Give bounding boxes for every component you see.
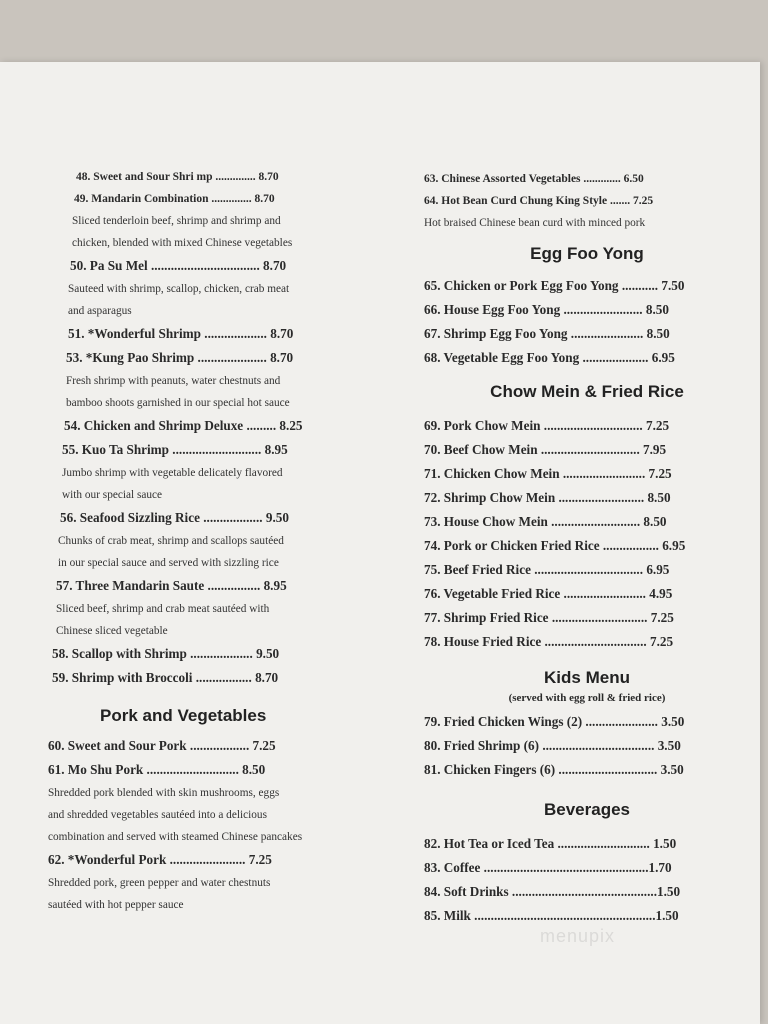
item-description: Hot braised Chinese bean curd with minced pork [424, 217, 646, 229]
menu-item-82: 82. Hot Tea or Iced Tea ............................ 1.50 [424, 836, 677, 851]
menu-item-85: 85. Milk .......................................................1.50 [424, 908, 679, 923]
left-column [48, 166, 348, 916]
item-description: sautéed with hot pepper sauce [48, 899, 184, 911]
menu-item-71: 71. Chicken Chow Mein ......................... 7.25 [424, 466, 672, 481]
menu-item-77: 77. Shrimp Fried Rice ............................. 7.25 [424, 610, 674, 625]
item-description: in our special sauce and served with sizzling rice [58, 557, 279, 569]
menu-item-75: 75. Beef Fried Rice ................................. 6.95 [424, 562, 670, 577]
menu-item-66: 66. House Egg Foo Yong ........................ 8.50 [424, 302, 669, 317]
item-description: Sauteed with shrimp, scallop, chicken, crab meat [68, 283, 290, 295]
menu-item-49: 49. Mandarin Combination .............. 8.70 [74, 193, 275, 205]
menu-item-73: 73. House Chow Mein ........................... 8.50 [424, 514, 667, 529]
menu-item-64: 64. Hot Bean Curd Chung King Style ....... 7.25 [424, 195, 654, 207]
item-description: Chunks of crab meat, shrimp and scallops sautéed [58, 535, 284, 547]
item-description: and shredded vegetables sautéed into a delicious [48, 809, 267, 821]
menu-item-72: 72. Shrimp Chow Mein .......................... 8.50 [424, 490, 671, 505]
menu-item-58: 58. Scallop with Shrimp ................... 9.50 [52, 646, 280, 661]
menu-item-84: 84. Soft Drinks ............................................1.50 [424, 884, 681, 899]
menu-item-57: 57. Three Mandarin Saute ................ 8.95 [56, 578, 287, 593]
section-heading-pork: Pork and Vegetables [100, 706, 267, 725]
menu-item-56: 56. Seafood Sizzling Rice .................. 9.50 [60, 510, 289, 525]
menu-item-63: 63. Chinese Assorted Vegetables ............. 6.50 [424, 173, 644, 185]
menu-item-68: 68. Vegetable Egg Foo Yong .................... 6.95 [424, 350, 675, 365]
item-description: Shredded pork blended with skin mushrooms, eggs [48, 787, 280, 799]
watermark: menupix [540, 926, 616, 946]
menu-item-51: 51. *Wonderful Shrimp ................... 8.70 [68, 326, 294, 341]
right-column [424, 168, 750, 928]
menu-item-60: 60. Sweet and Sour Pork .................. 7.25 [48, 738, 276, 753]
item-description: Shredded pork, green pepper and water chestnuts [48, 877, 271, 889]
menu-item-80: 80. Fried Shrimp (6) .................................. 3.50 [424, 738, 681, 753]
menu-item-70: 70. Beef Chow Mein .............................. 7.95 [424, 442, 667, 457]
menu-item-55: 55. Kuo Ta Shrimp ........................... 8.95 [62, 442, 288, 457]
item-description: with our special sauce [62, 489, 163, 501]
section-heading-kids-menu: Kids Menu [544, 668, 630, 687]
item-description: bamboo shoots garnished in our special hot sauce [66, 397, 290, 409]
item-description: Sliced tenderloin beef, shrimp and shrimp and [72, 215, 281, 227]
menu-item-76: 76. Vegetable Fried Rice ......................... 4.95 [424, 586, 673, 601]
menu-item-53: 53. *Kung Pao Shrimp ..................... 8.70 [66, 350, 294, 365]
item-description: Fresh shrimp with peanuts, water chestnuts and [66, 375, 281, 387]
item-description: Sliced beef, shrimp and crab meat sautéed with [56, 603, 270, 615]
menu-item-67: 67. Shrimp Egg Foo Yong ...................... 8.50 [424, 326, 670, 341]
section-heading-chow-mein: Chow Mein & Fried Rice [490, 382, 684, 401]
menu-item-81: 81. Chicken Fingers (6) .............................. 3.50 [424, 762, 684, 777]
item-description: and asparagus [68, 305, 132, 317]
kids-menu-subtitle: (served with egg roll & fried rice) [508, 692, 666, 704]
item-description: Chinese sliced vegetable [56, 625, 168, 637]
section-heading-egg-foo-yong: Egg Foo Yong [530, 244, 644, 263]
menu-item-65: 65. Chicken or Pork Egg Foo Yong ........... 7.50 [424, 278, 685, 293]
menu-item-83: 83. Coffee ..................................................1.70 [424, 860, 672, 875]
item-description: Jumbo shrimp with vegetable delicately flavored [62, 467, 283, 479]
menu-item-79: 79. Fried Chicken Wings (2) ...................... 3.50 [424, 714, 685, 729]
item-description: chicken, blended with mixed Chinese vegetables [72, 237, 293, 249]
menu-item-48: 48. Sweet and Sour Shri mp .............. 8.70 [76, 171, 279, 183]
menu-item-74: 74. Pork or Chicken Fried Rice ................. 6.95 [424, 538, 686, 553]
menu-item-78: 78. House Fried Rice ............................... 7.25 [424, 634, 674, 649]
item-description: combination and served with steamed Chinese pancakes [48, 831, 303, 843]
menu-item-50: 50. Pa Su Mel ................................. 8.70 [70, 258, 287, 273]
menu-item-54: 54. Chicken and Shrimp Deluxe ......... 8.25 [64, 418, 303, 433]
menu-item-69: 69. Pork Chow Mein .............................. 7.25 [424, 418, 670, 433]
section-heading-beverages: Beverages [543, 800, 630, 819]
menu-item-62: 62. *Wonderful Pork ....................... 7.25 [48, 852, 272, 867]
menu-item-61: 61. Mo Shu Pork ............................ 8.50 [48, 762, 266, 777]
menu-item-59: 59. Shrimp with Broccoli ................. 8.70 [52, 670, 279, 685]
